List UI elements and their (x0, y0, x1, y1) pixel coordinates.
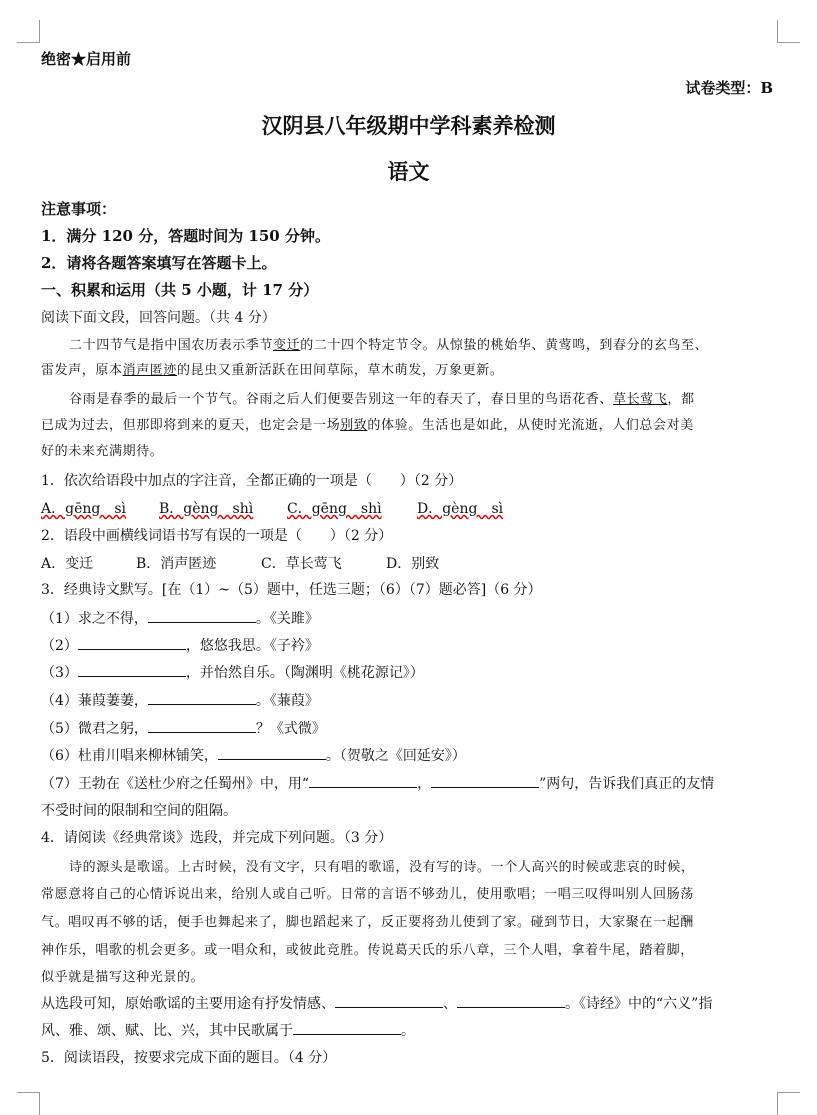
recite-item-5 (41, 718, 773, 738)
recite-item-4 (41, 690, 773, 710)
text-run: 已成为过去，但那即将到来的夏天，也定会是一场 (41, 418, 341, 433)
recite-item-7-line-2: 不受时间的限制和空间的阻隔。 (41, 803, 237, 819)
passage-1-line-2 (41, 359, 773, 378)
passage-3-line-5: 似乎就是描写这种光景的。 (41, 970, 205, 985)
question-3: 3．经典诗文默写。[在（1）~（5）题中，任选三题；（6）（7）题必答]（6 分） (41, 582, 542, 598)
section-1-heading: 一、积累和运用（共 5 小题，计 17 分） (41, 281, 319, 299)
underlined-word: 消声匿迹 (122, 363, 178, 378)
option-b: B．消声匿迹 (136, 556, 217, 572)
recite-item-2 (41, 635, 773, 655)
question-1: 1．依次给语段中加点的字注音，全都正确的一项是（ ）（2 分） (41, 473, 463, 489)
notes-item-2: 2．请将各题答案填写在答题卡上。 (41, 254, 277, 272)
question-2: 2．语段中画横线词语书写有误的一项是（ ）（2 分） (41, 528, 393, 544)
text-run: 的昆虫又重新活跃在田间草际，草木萌发，万象更新。 (177, 363, 504, 378)
text-run: （6）杜甫川唱来柳林铺笑， (41, 748, 218, 764)
text-run: ”两句，告诉我们真正的友情 (539, 776, 715, 792)
text-run: 雷发声，原本 (41, 363, 123, 378)
answer-blank[interactable] (148, 610, 256, 623)
text-run: 。（贺敬之《回延安》） (325, 748, 466, 764)
text-run: 、 (443, 996, 457, 1012)
passage-3-line-4: 神作乐，唱歌的机会更多。或一唱众和，或彼此竞胜。传说葛天氏的乐八章，三个人唱，拿着牛尾，踏着脚， (41, 943, 694, 958)
option-a: A．变迁 (41, 556, 94, 572)
text-run: （1）求之不得， (41, 611, 148, 627)
answer-blank[interactable] (148, 692, 256, 705)
section-1-intro: 阅读下面文段，回答问题。（共 4 分） (41, 310, 276, 326)
option-a: A．gēng sì (41, 501, 126, 517)
answer-blank[interactable] (457, 995, 565, 1008)
text-run: 谷雨是春季的最后一个节气。谷雨之后人们便要告别这一年的春天了，春日里的鸟语花香、 (69, 392, 614, 407)
text-run: （7）王勃在《送杜少府之任蜀州》中，用“ (41, 776, 310, 792)
text-run: 的体验。生活也是如此，从使时光流逝，人们总会对美 (367, 418, 694, 433)
passage-3-line-2: 常愿意将自己的心情诉说出来，给别人或自己听。日常的言语不够劲儿，使用歌唱；一唱三叹得叫别人回肠荡 (41, 887, 694, 902)
underlined-word: 别致 (340, 418, 368, 433)
answer-blank[interactable] (218, 747, 326, 760)
text-run: 。《诗经》中的“六义”指 (565, 996, 713, 1012)
paper-type: 试卷类型：B (685, 79, 773, 97)
answer-blank[interactable] (78, 637, 186, 650)
question-4-ask (41, 993, 773, 1013)
text-run: ，都 (667, 392, 695, 407)
text-run: （5）微君之躬， (41, 721, 148, 737)
crop-mark-bottom-right (777, 1092, 800, 1115)
underlined-word: 变迁 (273, 338, 301, 353)
option-d: D．gèng sì (417, 501, 504, 517)
answer-blank[interactable] (78, 664, 186, 677)
recite-item-3 (41, 662, 773, 682)
notes-heading: 注意事项： (41, 200, 117, 218)
passage-2-line-1 (41, 388, 773, 407)
text-run: ， (417, 776, 432, 792)
question-5: 5．阅读语段，按要求完成下面的题目。（4 分） (41, 1050, 337, 1066)
question-1-options (41, 498, 773, 518)
option-b: B．gèng shì (159, 501, 254, 517)
text-run: ，悠悠我思。《子衿》 (185, 638, 319, 654)
recite-item-6 (41, 745, 773, 765)
text-run: 从选段可知，原始歌谣的主要用途有抒发情感、 (41, 996, 335, 1012)
text-run: ？《式微》 (255, 721, 326, 737)
exam-title: 汉阴县八年级期中学科素养检测 (261, 113, 556, 138)
text-run: ，并怡然自乐。（陶渊明《桃花源记》） (185, 665, 424, 681)
subject-title: 语文 (387, 159, 430, 184)
passage-1-line-1 (41, 334, 773, 353)
passage-3-line-1: 诗的源头是歌谣。上古时候，没有文字，只有唱的歌谣，没有写的诗。一个人高兴的时候或悲哀的时候， (69, 860, 695, 875)
recite-item-1 (41, 608, 773, 628)
text-run: 风、雅、颂、赋、比、兴，其中民歌属于 (41, 1023, 293, 1039)
question-2-options (41, 553, 773, 573)
passage-3-line-3: 气。唱叹再不够的话，便手也舞起来了，脚也蹈起来了，反正要将劲儿使到了家。碰到节日，大家聚在一起酬 (41, 915, 694, 930)
crop-mark-top-right (777, 20, 800, 43)
option-c: C．gēng shì (287, 501, 382, 517)
notes-item-1: 1．满分 120 分，答题时间为 150 分钟。 (41, 227, 330, 245)
answer-blank[interactable] (335, 995, 443, 1008)
text-run: 。 (401, 1023, 415, 1039)
answer-blank[interactable] (148, 720, 256, 733)
option-d: D．别致 (386, 556, 440, 572)
text-run: 的二十四个特定节令。从惊蛰的桃始华、黄莺鸣，到春分的玄鸟至、 (300, 338, 709, 353)
passage-2-line-3: 好的未来充满期待。 (41, 444, 164, 459)
text-run: 。《蒹葭》 (255, 693, 319, 709)
text-run: （2） (41, 638, 78, 654)
crop-mark-bottom-left (17, 1092, 40, 1115)
underlined-word: 草长莺飞 (613, 392, 668, 407)
question-4: 4．请阅读《经典常谈》选段，并完成下列问题。（3 分） (41, 830, 393, 846)
answer-blank[interactable] (293, 1022, 401, 1035)
option-c: C．草长莺飞 (261, 556, 342, 572)
answer-blank[interactable] (309, 775, 417, 788)
text-run: （4）蒹葭萋萋， (41, 693, 148, 709)
crop-mark-top-left (17, 20, 40, 43)
answer-blank[interactable] (431, 775, 539, 788)
text-run: 二十四节气是指中国农历表示季节 (69, 338, 274, 353)
secret-label: 绝密★启用前 (41, 50, 132, 68)
text-run: （3） (41, 665, 78, 681)
passage-2-line-2 (41, 414, 773, 433)
text-run: 。《关雎》 (255, 611, 319, 627)
question-4-ask-line-2 (41, 1020, 773, 1040)
recite-item-7 (41, 773, 773, 793)
